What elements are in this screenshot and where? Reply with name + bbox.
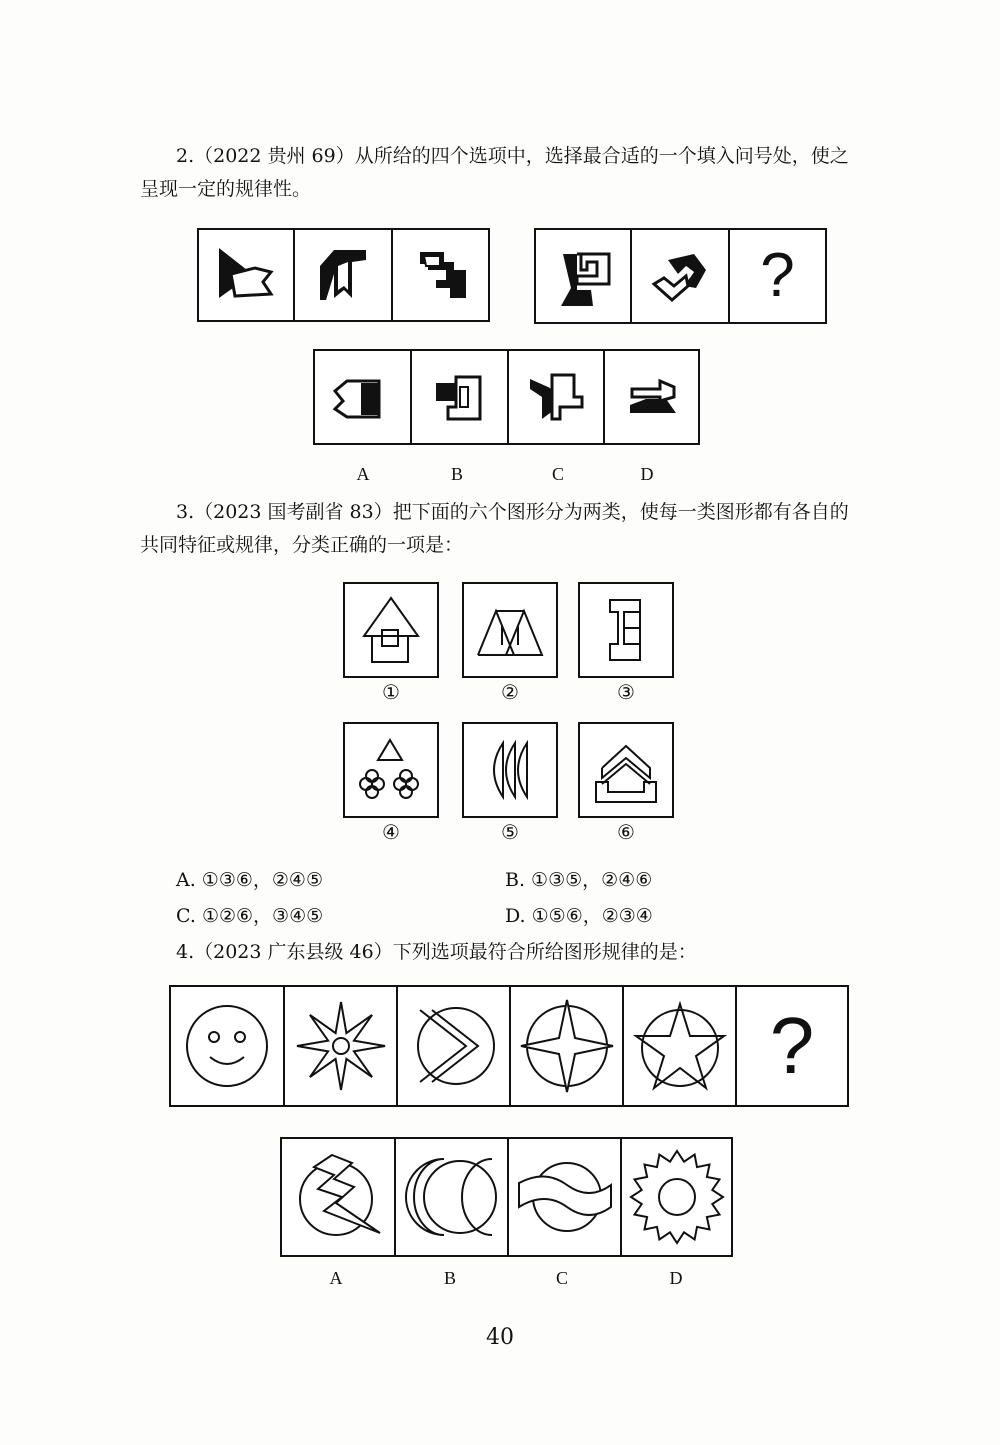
q3-figure-4 [343, 722, 439, 818]
q2-option-label-d: D [640, 464, 654, 484]
q4-option-label-b: B [443, 1268, 456, 1288]
q2-option-b-figure[interactable] [412, 351, 509, 443]
q3-figure-label-2: ② [501, 680, 519, 704]
q3-figure-label-3: ③ [617, 680, 635, 704]
q3-figure-label-4: ④ [382, 820, 400, 844]
q4-question-row [169, 985, 849, 1107]
q4-option-c-figure[interactable] [509, 1139, 622, 1255]
q4-options-row [280, 1137, 733, 1257]
q2-option-label-a: A [356, 464, 370, 484]
q2-line2: 呈现一定的规律性。 [140, 178, 312, 200]
q2-figure-1 [199, 230, 295, 320]
q3-line2: 共同特征或规律，分类正确的一项是： [140, 534, 464, 556]
q4-figure-four-point-star [511, 987, 624, 1105]
q4-figure-chevron-circle [398, 987, 511, 1105]
q2-options-row [313, 349, 700, 445]
q2-figure-4 [536, 230, 632, 322]
q2-option-d-figure[interactable] [605, 351, 698, 443]
q2-text [140, 140, 900, 206]
q3-figure-2 [462, 582, 558, 678]
q2-figure-2 [295, 230, 393, 320]
q4-option-a-figure[interactable] [282, 1139, 396, 1255]
q4-text [140, 936, 900, 969]
q3-figure-5 [462, 722, 558, 818]
q2-option-a-figure[interactable] [315, 351, 412, 443]
page-number: 40 [486, 1325, 514, 1350]
q2-option-label-b: B [450, 464, 463, 484]
q4-line1: 4.（2023 广东县级 46）下列选项最符合所给图形规律的是： [176, 941, 697, 963]
q2-question-cell [730, 230, 825, 322]
question-mark-icon: ? [760, 241, 795, 310]
q4-figure-smiley [171, 987, 285, 1105]
q3-figure-label-1: ① [382, 680, 400, 704]
q2-line1: 2.（2022 贵州 69）从所给的四个选项中，选择最合适的一个填入问号处，使之 [176, 145, 849, 167]
q3-figure-3 [578, 582, 674, 678]
q2-option-c-figure[interactable] [509, 351, 605, 443]
q3-option-b[interactable]: B. ①③⑤，②④⑥ [505, 869, 653, 891]
q4-question-cell [737, 987, 847, 1105]
q2-figure-5 [632, 230, 730, 322]
q4-option-d-figure[interactable] [622, 1139, 731, 1255]
q2-question-group-right [534, 228, 827, 324]
q3-text [140, 496, 900, 562]
gear-outline-shape [631, 1151, 723, 1243]
q3-line1: 3.（2023 国考副省 83）把下面的六个图形分为两类，使每一类图形都有各自的 [176, 501, 849, 523]
q2-figure-3 [393, 230, 488, 320]
q3-option-d[interactable]: D. ①⑤⑥，②③④ [505, 905, 653, 927]
q4-option-b-figure[interactable] [396, 1139, 509, 1255]
q3-figure-label-5: ⑤ [501, 820, 519, 844]
q3-figure-6 [578, 722, 674, 818]
q2-question-group-left [197, 228, 490, 322]
q3-figure-1 [343, 582, 439, 678]
q2-option-label-c: C [551, 464, 564, 484]
q4-option-label-d: D [669, 1268, 683, 1288]
q3-figure-label-6: ⑥ [617, 820, 635, 844]
q4-option-label-a: A [329, 1268, 343, 1288]
q3-option-a[interactable]: A. ①③⑥，②④⑤ [176, 869, 323, 891]
sun-rays-shape [297, 1002, 385, 1090]
q4-figure-sun [285, 987, 398, 1105]
q3-option-c[interactable]: C. ①②⑥，③④⑤ [176, 905, 324, 927]
q4-option-label-c: C [555, 1268, 568, 1288]
question-mark-icon: ? [769, 1001, 815, 1090]
q4-figure-star-circle [624, 987, 737, 1105]
